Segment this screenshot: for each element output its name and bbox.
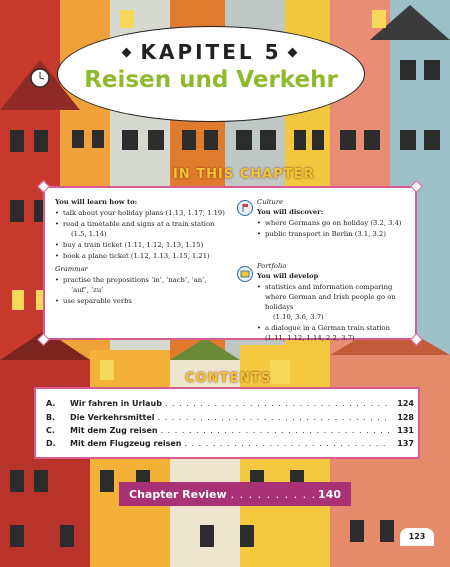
- list-item: • book a plane ticket (1.12, 1.13, 1.15, 1.21): [55, 251, 225, 261]
- chapter-review-label: Chapter Review: [129, 487, 227, 501]
- contents-row[interactable]: D. Mit dem Flugzeug reisen . . . 137: [46, 439, 414, 450]
- chapter-review-link[interactable]: [119, 482, 351, 506]
- in-this-chapter-heading: IN THIS CHAPTER: [173, 167, 315, 182]
- list-item: • statistics and information comparing where German and Irish people go on holidays (1.10, 3.6, 3.7): [257, 282, 407, 322]
- list-item: • public transport in Berlin (3.1, 3.2): [257, 229, 407, 239]
- portfolio-label: Portfolio: [257, 262, 287, 270]
- discover-label: You will discover:: [257, 208, 324, 216]
- learn-label: You will learn how to:: [55, 198, 138, 206]
- contents-heading: CONTENTS: [185, 371, 272, 386]
- contents-box: [34, 387, 420, 459]
- diamond-icon: ◆: [287, 45, 301, 60]
- culture-label: Culture: [257, 198, 284, 206]
- chapter-review-page: 140: [318, 487, 341, 501]
- contents-row[interactable]: A. Wir fahren in Urlaub . . . 124: [46, 399, 414, 410]
- portfolio-icon: [237, 266, 253, 282]
- learn-column: [55, 198, 225, 307]
- chapter-title: Reisen und Verkehr: [84, 67, 338, 93]
- page-number: 123: [400, 528, 434, 546]
- grammar-label: Grammar: [55, 265, 88, 273]
- discover-list: [257, 218, 407, 239]
- discover-column: [257, 198, 407, 240]
- chapter-label: [58, 40, 364, 64]
- develop-list: [257, 282, 407, 343]
- diamond-icon: ◆: [121, 45, 135, 60]
- list-item: • read a timetable and signs at a train station (1.5, 1.14): [55, 219, 225, 239]
- in-this-chapter-box: [43, 186, 417, 340]
- grammar-list: [55, 275, 225, 306]
- list-item: • buy a train ticket (1.11, 1.12, 1.13, 1.15): [55, 240, 225, 250]
- develop-column: [257, 262, 407, 344]
- list-item: • talk about your holiday plans (1.13, 1.17, 1.19): [55, 208, 225, 218]
- contents-row[interactable]: B. Die Verkehrsmittel . . . 128: [46, 413, 414, 424]
- list-item: • a dialogue in a German train station (1.11, 1.12, 1.14, 2.2, 3.7): [257, 323, 407, 343]
- list-item: • practise the prepositions ‘in’, ‘nach’, ‘an’, ‘auf’, ‘zu’: [55, 275, 225, 295]
- learn-list: [55, 208, 225, 261]
- chapter-label-text: KAPITEL 5: [140, 40, 282, 64]
- flag-icon: [237, 200, 253, 216]
- list-item: • where Germans go on holiday (3.2, 3.4): [257, 218, 407, 228]
- contents-row[interactable]: C. Mit dem Zug reisen . . . 131: [46, 426, 414, 437]
- list-item: • use separable verbs: [55, 296, 225, 306]
- develop-label: You will develop: [257, 272, 319, 280]
